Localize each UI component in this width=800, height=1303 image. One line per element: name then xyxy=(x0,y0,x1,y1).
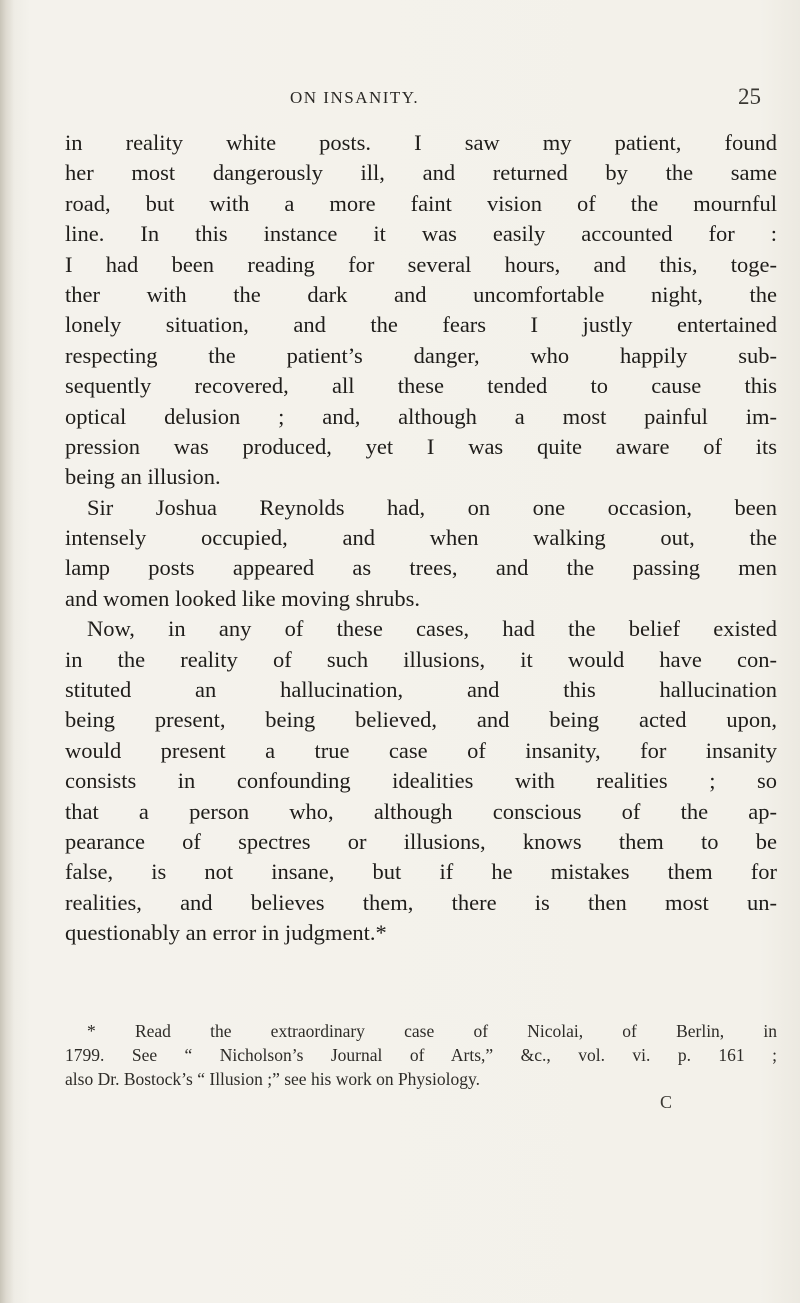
text-line: consists in confounding idealities with realities ; so xyxy=(65,768,777,794)
footnote-line: * Read the extraordinary case of Nicolai, of Berlin, in xyxy=(87,1021,777,1041)
footnote-line: also Dr. Bostock’s “ Illusion ;” see his work on Physiology. xyxy=(65,1069,480,1089)
text-line: would present a true case of insanity, for insanity xyxy=(65,737,777,763)
text-line: false, is not insane, but if he mistakes them for xyxy=(65,859,777,885)
body-text xyxy=(65,128,777,949)
text-line: ther with the dark and uncomfortable night, the xyxy=(65,281,777,307)
text-line: line. In this instance it was easily accounted for : xyxy=(65,221,777,247)
text-line: road, but with a more faint vision of the mournful xyxy=(65,190,777,216)
text-line: questionably an error in judgment.* xyxy=(65,920,387,946)
text-line: Now, in any of these cases, had the belief existed xyxy=(87,616,777,642)
text-line: in the reality of such illusions, it would have con- xyxy=(65,646,777,672)
text-line: pression was produced, yet I was quite aware of its xyxy=(65,433,777,459)
running-head xyxy=(0,84,800,118)
text-line: in reality white posts. I saw my patient, found xyxy=(65,130,777,155)
text-line: stituted an hallucination, and this hallucination xyxy=(65,677,777,703)
text-line: optical delusion ; and, although a most painful im- xyxy=(65,403,777,429)
text-line: lamp posts appeared as trees, and the passing men xyxy=(65,555,777,581)
text-line: being present, being believed, and being acted upon, xyxy=(65,707,777,733)
footnote-line: 1799. See “ Nicholson’s Journal of Arts,” &c., vol. vi. p. 161 ; xyxy=(65,1045,777,1065)
text-line: sequently recovered, all these tended to cause this xyxy=(65,373,777,399)
footnote xyxy=(65,1019,777,1091)
text-line: being an illusion. xyxy=(65,464,221,490)
page-number: 25 xyxy=(738,84,761,109)
page-binding-edge xyxy=(0,0,14,1303)
text-line: that a person who, although conscious of the ap- xyxy=(65,798,777,824)
text-line: lonely situation, and the fears I justly entertained xyxy=(65,312,777,338)
text-line: her most dangerously ill, and returned by the same xyxy=(65,160,777,186)
text-line: I had been reading for several hours, and this, toge- xyxy=(65,251,777,277)
text-line: pearance of spectres or illusions, knows them to be xyxy=(65,828,777,854)
text-line: Sir Joshua Reynolds had, on one occasion, been xyxy=(87,494,777,520)
text-line: realities, and believes them, there is then most un- xyxy=(65,889,777,915)
running-head-title: ON INSANITY. xyxy=(290,88,420,107)
text-line: intensely occupied, and when walking out, the xyxy=(65,525,777,551)
text-line: and women looked like moving shrubs. xyxy=(65,585,420,611)
signature-mark: C xyxy=(660,1092,673,1112)
text-line: respecting the patient’s danger, who happily sub- xyxy=(65,342,777,368)
